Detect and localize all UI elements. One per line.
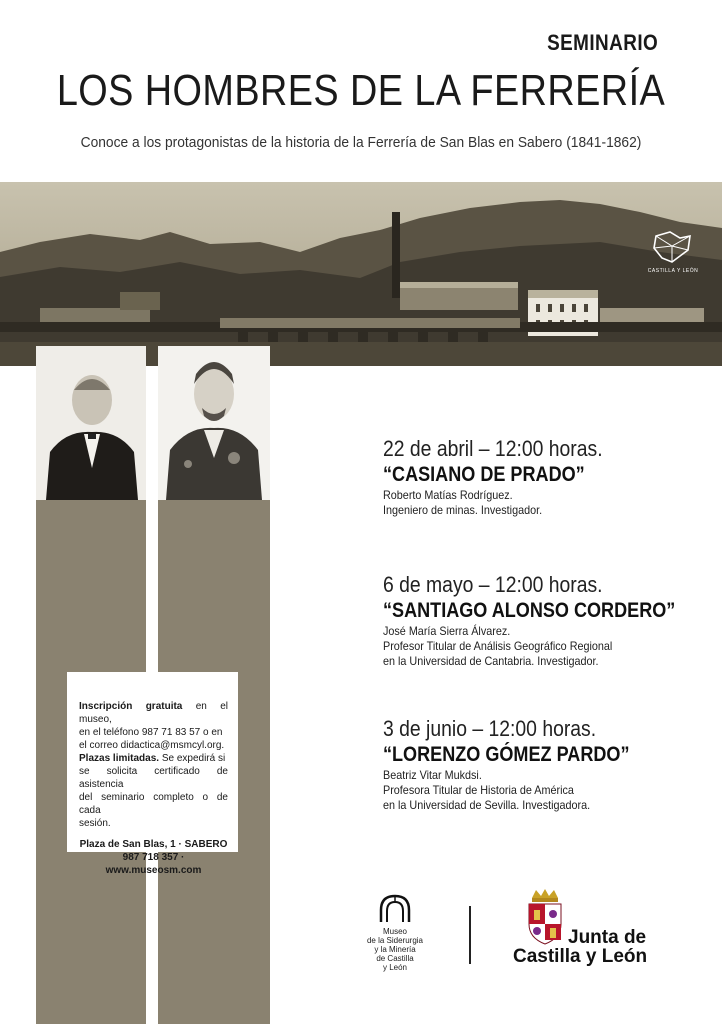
museum-name-line: y la Minería (374, 945, 416, 954)
speaker-role: Ingeniero de minas. Investigador. (383, 503, 543, 517)
junta-line-1: Junta de (568, 927, 647, 948)
museum-contact: 987 718 357 · www.museosm.com (105, 852, 202, 876)
info-line-phone: en el teléfono 987 71 83 57 o en (79, 727, 223, 738)
portrait-photo-left (36, 346, 146, 500)
speaker-affiliation: en la Universidad de Sevilla. Investigadora. (383, 798, 591, 812)
junta-line-2: Castilla y León (513, 946, 648, 967)
event-date: 3 de junio – 12:00 horas. (383, 716, 597, 741)
event-title: “LORENZO GÓMEZ PARDO” (383, 743, 630, 766)
speaker-name: Roberto Matías Rodríguez. (383, 488, 513, 502)
info-line-seminar: del seminario completo o de cada (79, 792, 228, 816)
info-line-certificate: se solicita certificado de asistencia (79, 766, 228, 790)
info-line-limited: Plazas limitadas. Se expedirá si (79, 753, 226, 764)
museum-arch-icon (378, 894, 412, 922)
portrait-engraving-right (158, 346, 270, 500)
museum-logo (360, 894, 430, 972)
logo-divider (469, 906, 471, 964)
event-3 (383, 716, 670, 813)
speaker-affiliation: en la Universidad de Cantabria. Investigador. (383, 654, 599, 668)
event-title: “SANTIAGO ALONSO CORDERO” (383, 599, 676, 622)
event-date: 22 de abril – 12:00 horas. (383, 436, 603, 461)
seminar-kicker: SEMINARIO (546, 30, 658, 55)
event-1 (383, 436, 633, 518)
speaker-role: Profesora Titular de Historia de América (383, 783, 574, 797)
info-line-email: el correo didactica@msmcyl.org. (79, 740, 225, 751)
museum-name-line: y León (382, 963, 408, 972)
museum-name-line: Museo (382, 927, 407, 936)
junta-logo-text (513, 928, 647, 966)
castilla-leon-map-icon (650, 226, 694, 270)
castilla-leon-logo-label: CASTILLA Y LEÓN (647, 268, 699, 274)
museum-address: Plaza de San Blas, 1 · SABERO (79, 839, 228, 850)
event-title: “CASIANO DE PRADO” (383, 463, 585, 486)
speaker-name: Beatriz Vitar Mukdsi. (383, 768, 482, 782)
museum-name-line: de Castilla (376, 954, 414, 963)
page-title: LOS HOMBRES DE LA FERRERÍA (56, 66, 666, 115)
registration-info-box (67, 672, 238, 876)
info-line-session: sesión. (79, 818, 111, 829)
speaker-role: Profesor Titular de Análisis Geográfico Regional (383, 639, 613, 653)
ferreria-landscape-photo (0, 182, 722, 366)
info-line-registration: Inscripción gratuita en el museo, (79, 701, 228, 725)
page-subtitle: Conoce a los protagonistas de la historia de la Ferrería de San Blas en Sabero (1841-1862) (80, 134, 642, 151)
speaker-name: José María Sierra Álvarez. (383, 624, 511, 638)
event-date: 6 de mayo – 12:00 horas. (383, 572, 603, 597)
event-2 (383, 572, 722, 669)
museum-name-line: de la Siderurgia (366, 936, 424, 945)
